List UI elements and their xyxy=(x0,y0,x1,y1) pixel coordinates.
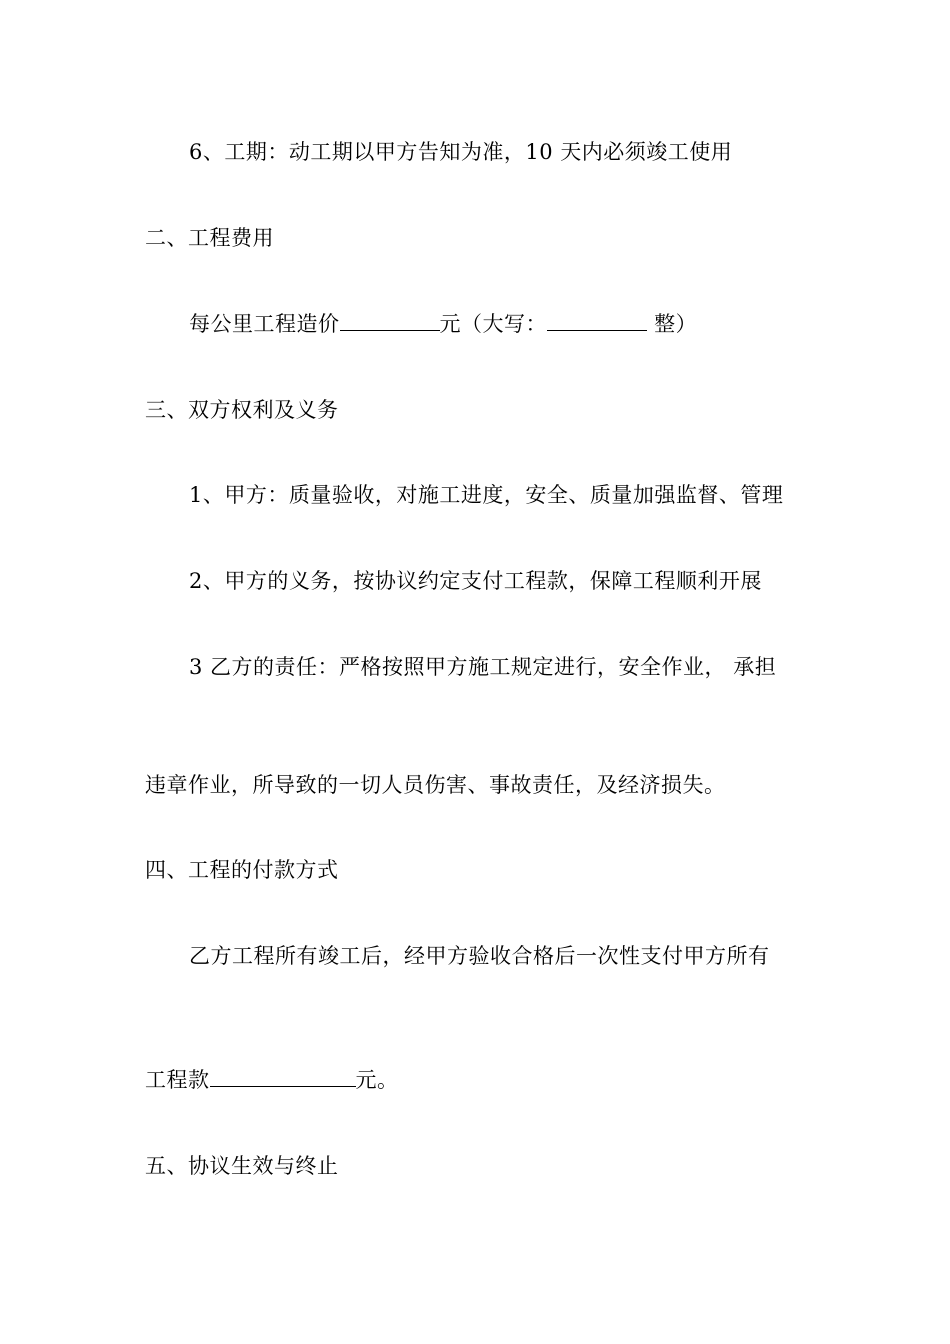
rights-item-3-continued: 违章作业，所导致的一切人员伤害、事故责任，及经济损失。 xyxy=(145,773,726,797)
cost-unit: 元（大写： xyxy=(439,312,547,336)
cost-blank-numeric xyxy=(340,310,440,331)
rights-item-3: 3 乙方的责任：严格按照甲方施工规定进行，安全作业， 承担 xyxy=(189,655,777,679)
cost-line xyxy=(189,310,697,338)
payment-blank xyxy=(210,1066,356,1087)
rights-item-1: 1、甲方：质量验收，对施工进度，安全、质量加强监督、管理 xyxy=(189,483,784,507)
payment-line-1: 乙方工程所有竣工后，经甲方验收合格后一次性支付甲方所有 xyxy=(189,944,770,968)
section-heading-cost: 二、工程费用 xyxy=(145,226,274,250)
payment-prefix: 工程款 xyxy=(145,1068,210,1092)
section-heading-rights: 三、双方权利及义务 xyxy=(145,398,339,422)
payment-line-2 xyxy=(145,1066,399,1094)
cost-prefix: 每公里工程造价 xyxy=(189,312,340,336)
section-heading-effect: 五、协议生效与终止 xyxy=(145,1154,339,1178)
cost-suffix: 整） xyxy=(647,312,698,336)
rights-item-2: 2、甲方的义务，按协议约定支付工程款，保障工程顺利开展 xyxy=(189,569,762,593)
payment-suffix: 元。 xyxy=(355,1068,399,1092)
cost-blank-written xyxy=(547,310,647,331)
item-6-schedule: 6、工期：动工期以甲方告知为准，10 天内必须竣工使用 xyxy=(189,140,733,164)
section-heading-payment: 四、工程的付款方式 xyxy=(145,858,339,882)
